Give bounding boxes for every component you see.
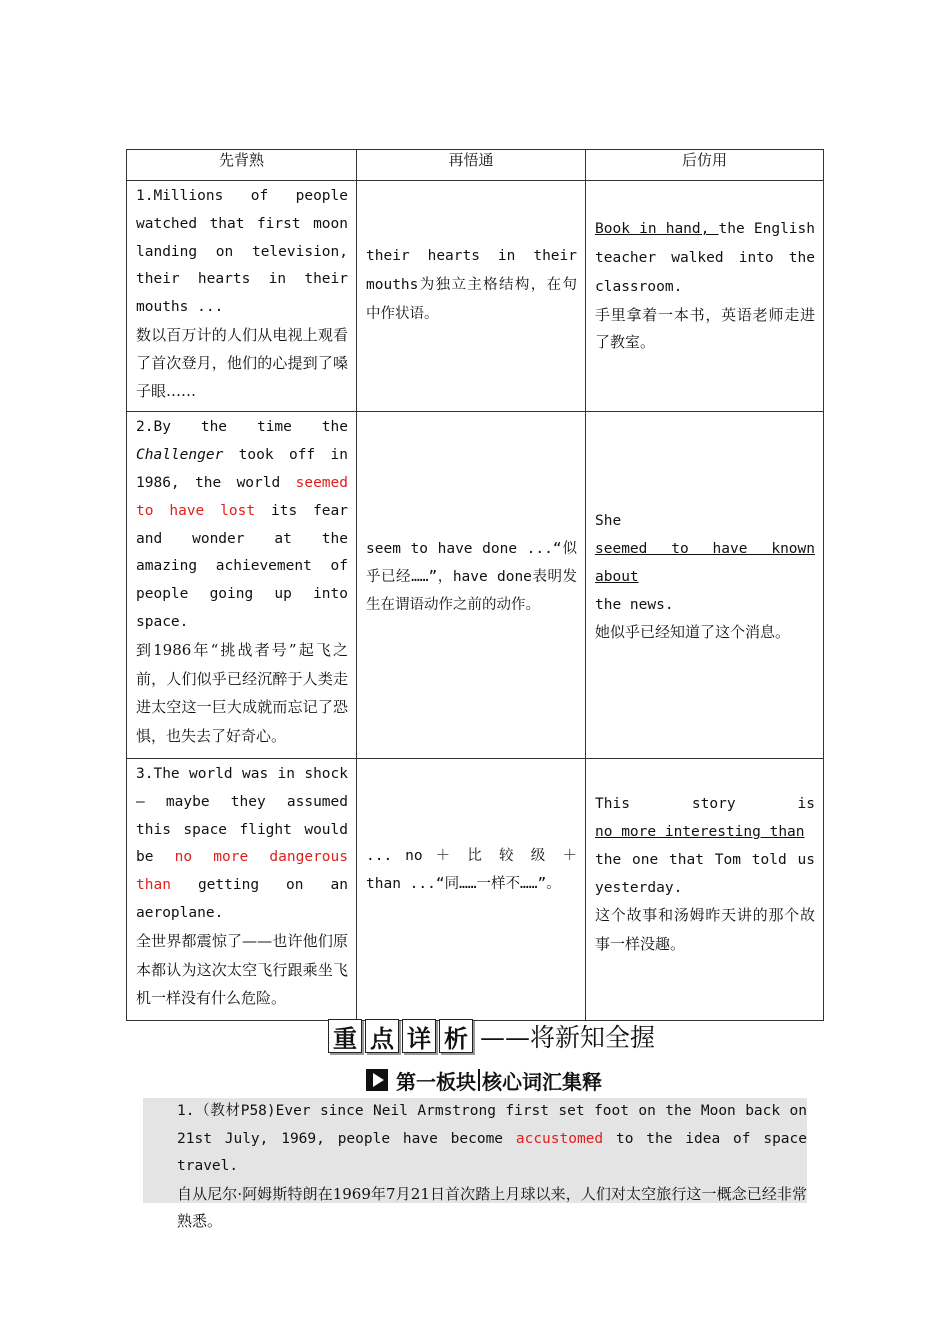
row1-example-phrase: Book in hand, (595, 221, 719, 238)
header-memorize: 先背熟 (127, 150, 357, 181)
row3-translation: 全世界都震惊了——也许他们原本都认为这次太空飞行跟乘坐飞机一样没有什么危险。 (136, 931, 348, 1008)
play-icon (366, 1069, 388, 1091)
row2-example-translation: 她似乎已经知道了这个消息。 (595, 623, 791, 642)
vocab-example-translation: 自从尼尔·阿姆斯特朗在1969年7月21日首次踏上月球以来，人们对太空旅行这一概念已经非常熟悉。 (177, 1184, 807, 1230)
section-heading (328, 1016, 655, 1056)
table-row (127, 412, 824, 759)
row1-translation: 数以百万计的人们从电视上观看了首次登月，他们的心提到了嗓子眼…… (136, 325, 348, 400)
study-table (126, 149, 824, 1021)
row2-example: She seemed to have known about the news. 她似乎已经知道了这个消息。 (595, 513, 815, 642)
heading-char-box: 点 (365, 1019, 399, 1053)
row2-example-phrase: seemed to have known about (595, 540, 815, 585)
vocab-example-box (143, 1098, 807, 1230)
subheading-part: 第一板块 (396, 1069, 476, 1094)
row1-original: 1.Millions of people watched that first moon landing on television, their hearts in their mouths ... 数以百万计的人们从电视上观看了首次登月，他们的心提到了嗓子眼…… (136, 188, 348, 400)
heading-char-box: 析 (439, 1019, 473, 1053)
row3-example-phrase: no more interesting than (595, 823, 805, 840)
header-imitate: 后仿用 (586, 150, 824, 181)
header-understand: 再悟通 (357, 150, 586, 181)
heading-char-box: 详 (402, 1019, 436, 1053)
divider (478, 1069, 480, 1091)
key-phrase-red: seemed to have lost (136, 474, 348, 519)
vocab-keyword: accustomed (515, 1130, 604, 1147)
table-row (127, 181, 824, 412)
subheading (366, 1066, 602, 1094)
heading-tail: ——将新知全握 (480, 1023, 656, 1052)
row3-example-translation: 这个故事和汤姆昨天讲的那个故事一样没趣。 (595, 906, 815, 954)
row1-explanation: their hearts in their mouths为独立主格结构，在句中作状语。 (366, 248, 577, 323)
key-phrase-red: no more dangerous than (136, 849, 348, 894)
row1-example: Book in hand, the English teacher walked into the classroom. 手里拿着一本书，英语老师走进了教室。 (595, 221, 815, 352)
row1-example-translation: 手里拿着一本书，英语老师走进了教室。 (595, 305, 815, 352)
row2-explanation: seem to have done ...“似乎已经……”，have done表明发生在谓语动作之前的动作。 (366, 541, 577, 614)
table-header-row (127, 150, 824, 181)
row2-translation: 到1986年“挑战者号”起飞之前，人们似乎已经沉醉于人类走进太空这一巨大成就而忘记了恐惧，也失去了好奇心。 (136, 640, 348, 746)
table-row (127, 758, 824, 1020)
vocab-example-sentence: 1.（教材P58)Ever since Neil Armstrong first set foot on the Moon back on 21st July, 1969, people have become accustomed to the idea of space travel. (177, 1103, 807, 1174)
row3-example: This story is no more interesting than the one that Tom told us yesterday. 这个故事和汤姆昨天讲的那个故事一样没趣。 (595, 796, 815, 954)
heading-char-box: 重 (328, 1019, 362, 1053)
row2-original: 2.By the time the Challenger took off in 1986, the world seemed to have lost its fear and wonder at the amazing achievement of people going up into space. 到1986年“挑战者号”起飞之前，人们似乎已经沉醉于人类走进太空这一巨大成就而忘记了恐惧，也失去了好奇心。 (136, 419, 348, 746)
row3-explanation: ... no ＋ 比 较 级 ＋ than ...“同……一样不……”。 (366, 847, 577, 892)
row3-original: 3.The world was in shock — maybe they assumed this space flight would be no more dangerous than getting on an aeroplane. 全世界都震惊了——也许他们原本都认为这次太空飞行跟乘坐飞机一样没有什么危险。 (136, 765, 348, 1008)
subheading-title: 核心词汇集释 (482, 1069, 602, 1094)
